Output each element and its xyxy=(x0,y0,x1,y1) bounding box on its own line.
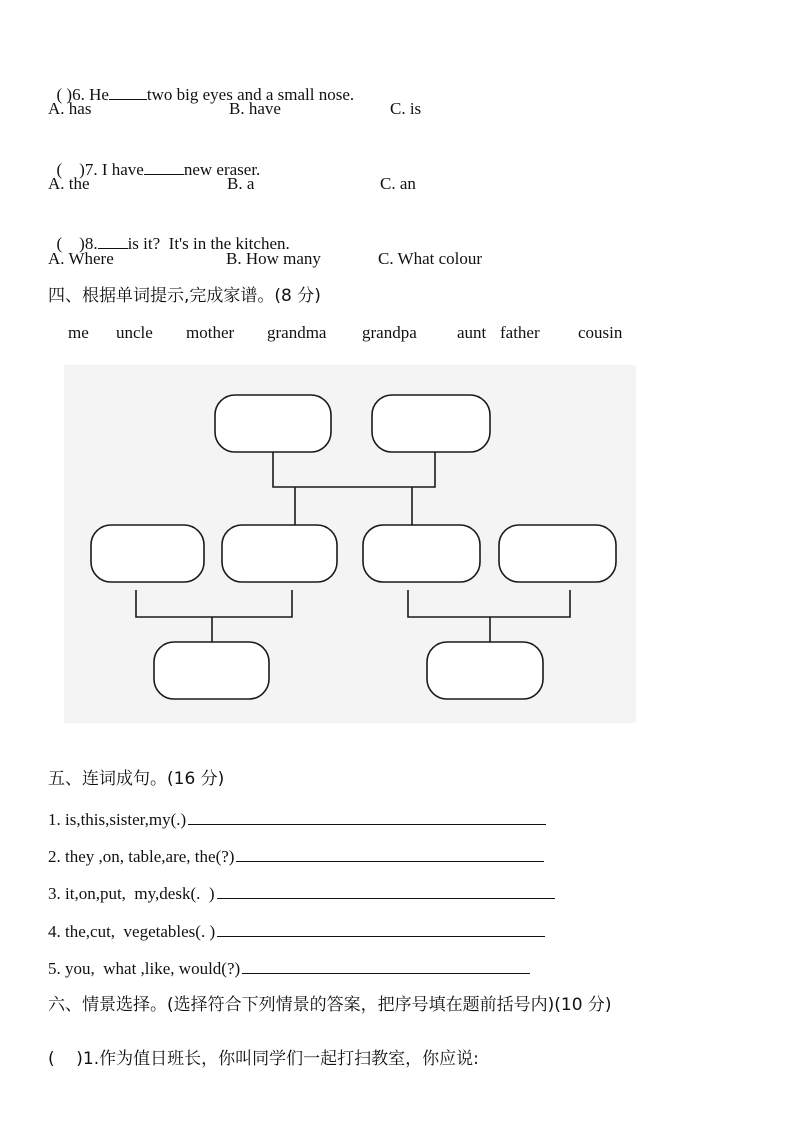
sentence-words: 4. the,cut, vegetables(. ) xyxy=(48,922,216,941)
answer-paren: ( ) xyxy=(56,234,85,253)
sentence-item-1 xyxy=(48,808,546,831)
box-parent-4[interactable] xyxy=(499,525,616,582)
fill-blank[interactable] xyxy=(98,232,128,249)
word-grandpa: grandpa xyxy=(362,323,417,342)
sentence-item-5 xyxy=(48,957,530,980)
answer-paren: ( ) xyxy=(56,85,73,104)
sentence-words: 5. you, what ,like, would(?) xyxy=(48,959,241,978)
question-text: 1.作为值日班长，你叫同学们一起打扫教室，你应说: xyxy=(82,1049,479,1069)
option-a[interactable]: A. has xyxy=(48,99,92,118)
option-b[interactable]: B. have xyxy=(229,99,281,118)
option-a[interactable]: A. the xyxy=(48,174,90,193)
answer-line[interactable] xyxy=(242,957,530,974)
option-b[interactable]: B. How many xyxy=(226,249,321,268)
situation-question-1 xyxy=(48,1048,479,1070)
family-tree-diagram xyxy=(64,365,636,723)
box-child-1[interactable] xyxy=(154,642,269,699)
word-uncle: uncle xyxy=(116,323,153,342)
answer-paren: ( ) xyxy=(56,160,85,179)
question-prefix: 6. He xyxy=(72,85,109,104)
answer-line[interactable] xyxy=(188,808,546,825)
word-mother: mother xyxy=(186,323,235,342)
box-grandpa[interactable] xyxy=(215,395,331,452)
option-c[interactable]: C. What colour xyxy=(378,249,483,268)
section-5-title: 五、连词成句。(16 分) xyxy=(48,769,225,789)
box-parent-1[interactable] xyxy=(91,525,204,582)
question-prefix: 7. I have xyxy=(84,160,144,179)
sentence-item-3 xyxy=(48,882,555,905)
section-6-title: 六、情景选择。(选择符合下列情景的答案，把序号填在题前括号内)(10 分) xyxy=(48,995,612,1015)
word-cousin: cousin xyxy=(578,323,623,342)
answer-line[interactable] xyxy=(236,845,544,862)
word-grandma: grandma xyxy=(267,323,327,342)
answer-paren[interactable]: ( ) xyxy=(48,1049,83,1069)
sentence-item-2 xyxy=(48,845,544,868)
option-b[interactable]: B. a xyxy=(227,174,255,193)
sentence-item-4 xyxy=(48,920,545,943)
word-me: me xyxy=(68,323,89,342)
word-father: father xyxy=(500,323,540,342)
section-4-title: 四、根据单词提示,完成家谱。(8 分) xyxy=(48,286,321,306)
box-grandma[interactable] xyxy=(372,395,490,452)
box-parent-2[interactable] xyxy=(222,525,337,582)
box-parent-3[interactable] xyxy=(363,525,480,582)
question-suffix: new eraser. xyxy=(183,160,261,179)
sentence-words: 2. they ,on, table,are, the(?) xyxy=(48,847,235,866)
question-6 xyxy=(48,61,354,106)
question-suffix: two big eyes and a small nose. xyxy=(146,85,355,104)
word-aunt: aunt xyxy=(457,323,487,342)
option-a[interactable]: A. Where xyxy=(48,249,114,268)
question-prefix: 8. xyxy=(84,234,98,253)
answer-line[interactable] xyxy=(217,882,555,899)
sentence-words: 1. is,this,sister,my(.) xyxy=(48,810,187,829)
option-c[interactable]: C. an xyxy=(380,174,416,193)
sentence-words: 3. it,on,put, my,desk(. ) xyxy=(48,884,215,903)
question-suffix: is it? It's in the kitchen. xyxy=(127,234,290,253)
answer-line[interactable] xyxy=(217,920,545,937)
option-c[interactable]: C. is xyxy=(390,99,422,118)
fill-blank[interactable] xyxy=(144,158,184,175)
fill-blank[interactable] xyxy=(109,83,147,100)
box-child-2[interactable] xyxy=(427,642,543,699)
